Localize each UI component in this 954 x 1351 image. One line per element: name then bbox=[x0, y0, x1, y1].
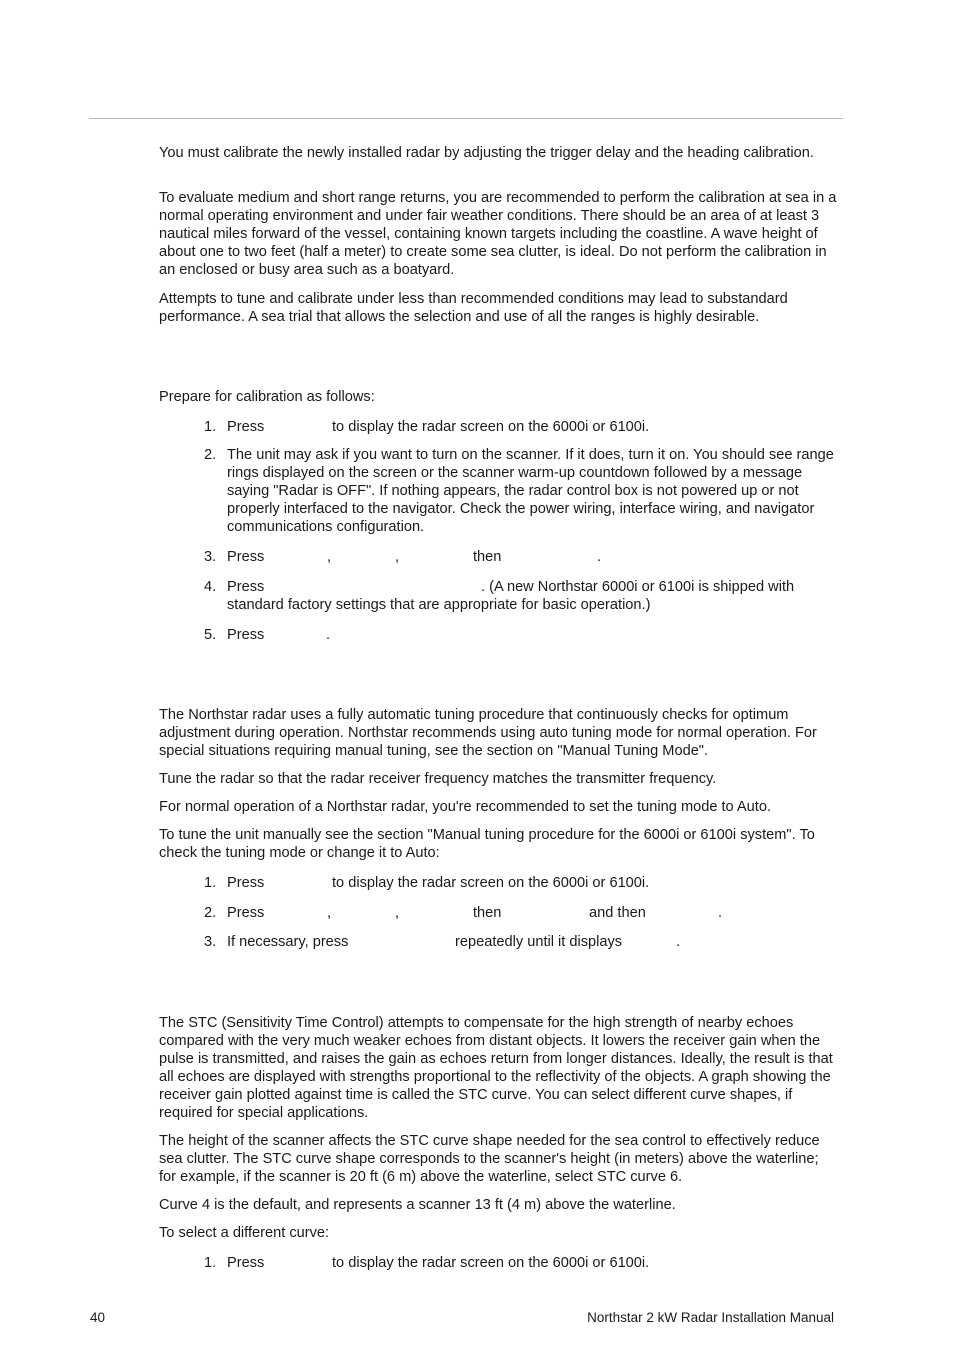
step-press-word: Press bbox=[227, 419, 265, 435]
step-number: 1. bbox=[204, 419, 217, 435]
header-rule bbox=[89, 118, 843, 119]
step-period: . bbox=[597, 549, 602, 565]
step-number: 1. bbox=[204, 1255, 217, 1271]
step-then: then bbox=[473, 905, 502, 921]
step-number: 2. bbox=[204, 447, 217, 463]
tuning-paragraph-1: The Northstar radar uses a fully automatic tuning procedure that continuously checks for optimum adjustment during operation. Northstar recommends using auto tuning mode for normal operation. For special situations requiring manual tuning, see the section on "Manual Tuning Mode". bbox=[159, 707, 817, 759]
step-text-line-2: standard factory settings that are appropriate for basic operation.) bbox=[227, 597, 651, 613]
intro-paragraph-3: Attempts to tune and calibrate under less than recommended conditions may lead to substandard performance. A sea trial that allows the selection and use of all the ranges is highly desirable. bbox=[159, 291, 788, 325]
step-number: 1. bbox=[204, 875, 217, 891]
step-text: The unit may ask if you want to turn on the scanner. If it does, turn it on. You should see range rings displayed on the screen or the scanner warm-up countdown followed by a message saying "Radar is OFF". If nothing appears, the radar control box is not powered up or not properly interfaced to the navigator. Check the power wiring, interface wiring, and navigator communications configuration. bbox=[227, 447, 834, 535]
intro-paragraph-1: You must calibrate the newly installed radar by adjusting the trigger delay and the heading calibration. bbox=[159, 145, 814, 161]
step-period: . bbox=[676, 934, 681, 950]
step-text: repeatedly until it displays bbox=[455, 934, 623, 950]
stc-paragraph-1: The STC (Sensitivity Time Control) attempts to compensate for the high strength of nearby echoes compared with the very much weaker echoes from distant objects. It lowers the receiver gain when the pulse is transmitted, and raises the gain as echoes return from longer distances. Ideally, the result is that all echoes are displayed with strengths proportional to the reflectivity of the objects. A graph showing the receiver gain plotted against time is called the STC curve. You can select different curve shapes, if required for special applications. bbox=[159, 1015, 833, 1121]
tuning-paragraph-3: For normal operation of a Northstar radar, you're recommended to set the tuning mode to Auto. bbox=[159, 799, 772, 815]
step-comma: , bbox=[395, 549, 400, 565]
tuning-paragraph-4: To tune the unit manually see the section "Manual tuning procedure for the 6000i or 6100i system". To check the tuning mode or change it to Auto: bbox=[159, 827, 815, 861]
manual-title: Northstar 2 kW Radar Installation Manual bbox=[587, 1310, 834, 1325]
intro-paragraph-2: To evaluate medium and short range returns, you are recommended to perform the calibration at sea in a normal operating environment and under fair weather conditions. There should be an area of at least 3 nautical miles forward of the vessel, containing known targets including the coastline. A wave height of about one to two feet (half a meter) to create some sea clutter, is ideal. Do not perform the calibration in an enclosed or busy area such as a boatyard. bbox=[159, 190, 837, 278]
step-text: to display the radar screen on the 6000i or 6100i. bbox=[332, 419, 650, 435]
step-lead: If necessary, press bbox=[227, 934, 349, 950]
step-then: then bbox=[473, 549, 502, 565]
step-number: 3. bbox=[204, 934, 217, 950]
stc-paragraph-4: To select a different curve: bbox=[159, 1225, 330, 1241]
step-number: 2. bbox=[204, 905, 217, 921]
step-and-then: and then bbox=[589, 905, 646, 921]
prepare-lead: Prepare for calibration as follows: bbox=[159, 389, 375, 405]
step-number: 4. bbox=[204, 579, 217, 595]
step-comma: , bbox=[327, 905, 332, 921]
step-period: . bbox=[718, 905, 723, 921]
step-press-word: Press bbox=[227, 875, 265, 891]
step-comma: , bbox=[327, 549, 332, 565]
page-number: 40 bbox=[90, 1310, 106, 1325]
step-press-word: Press bbox=[227, 627, 265, 643]
step-text: . (A new Northstar 6000i or 6100i is shipped with bbox=[481, 579, 795, 595]
step-number: 3. bbox=[204, 549, 217, 565]
step-press-word: Press bbox=[227, 549, 265, 565]
stc-paragraph-3: Curve 4 is the default, and represents a scanner 13 ft (4 m) above the waterline. bbox=[159, 1197, 676, 1213]
step-period: . bbox=[326, 627, 331, 643]
step-press-word: Press bbox=[227, 579, 265, 595]
step-press-word: Press bbox=[227, 1255, 265, 1271]
step-number: 5. bbox=[204, 627, 217, 643]
stc-paragraph-2: The height of the scanner affects the STC curve shape needed for the sea control to effectively reduce sea clutter. The STC curve shape corresponds to the scanner's height (in meters) above the waterline; for example, if the scanner is 20 ft (6 m) above the waterline, select STC curve 6. bbox=[159, 1133, 820, 1185]
step-press-word: Press bbox=[227, 905, 265, 921]
step-comma: , bbox=[395, 905, 400, 921]
step-text: to display the radar screen on the 6000i or 6100i. bbox=[332, 1255, 650, 1271]
tuning-paragraph-2: Tune the radar so that the radar receiver frequency matches the transmitter frequency. bbox=[159, 771, 717, 787]
step-text: to display the radar screen on the 6000i or 6100i. bbox=[332, 875, 650, 891]
